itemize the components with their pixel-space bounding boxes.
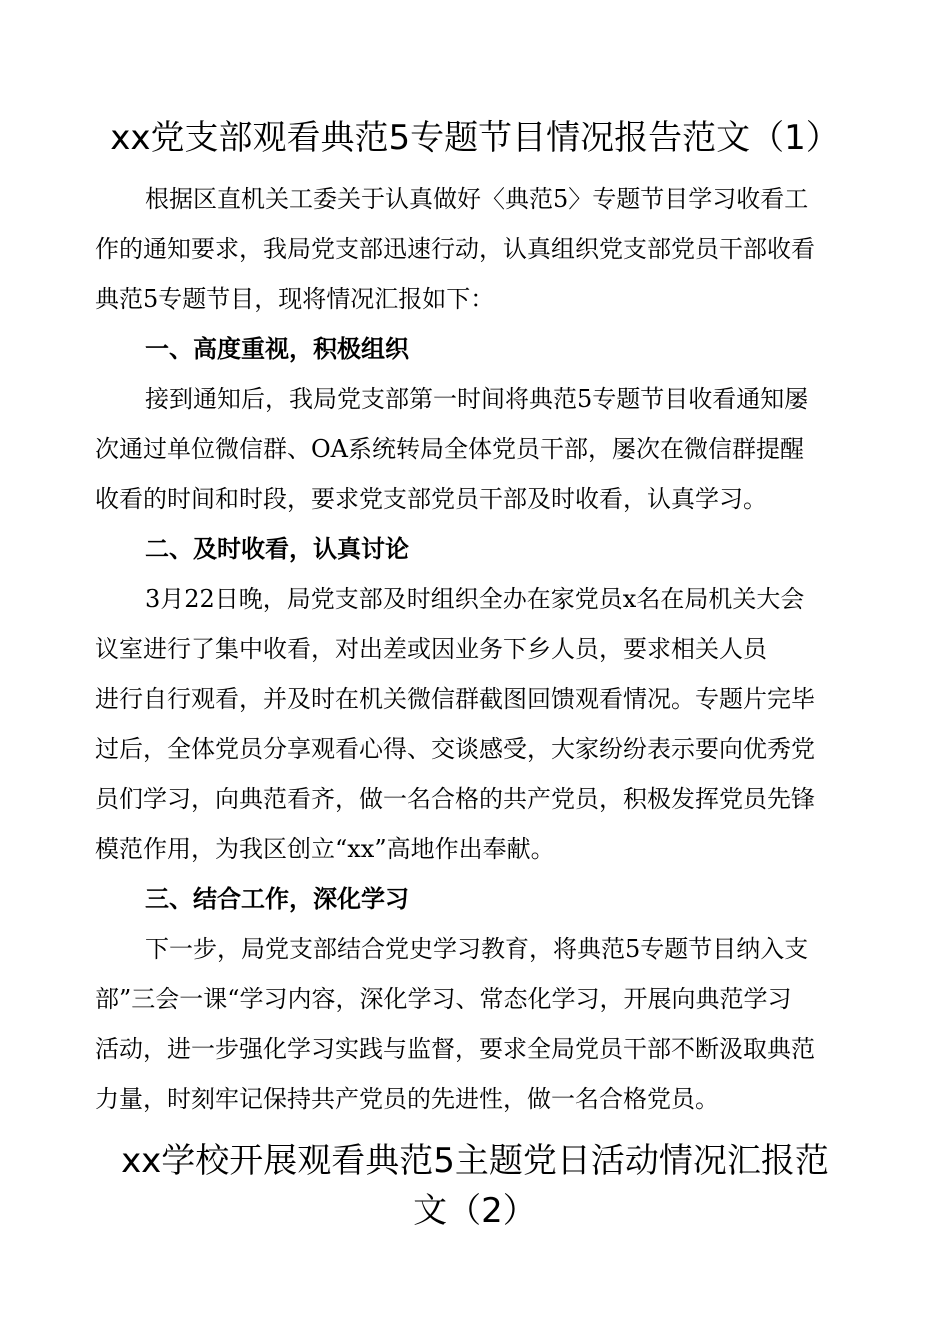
- section2-line-4: 过后，全体党员分享观看心得、交谈感受，大家纷纷表示要向优秀党: [95, 735, 815, 763]
- section-heading-2: 二、及时收看，认真讨论: [145, 535, 409, 563]
- section1-line-2: 次通过单位微信群、OA系统转局全体党员干部，屡次在微信群提醒: [95, 435, 805, 463]
- intro-line-1: 根据区直机关工委关于认真做好〈典范5〉专题节目学习收看工: [145, 185, 809, 213]
- section3-line-4: 力量，时刻牢记保持共产党员的先进性，做一名合格党员。: [95, 1085, 719, 1113]
- document-title-2-line-2: 文（2）: [413, 1191, 537, 1231]
- section-heading-1: 一、高度重视，积极组织: [145, 335, 409, 363]
- section1-line-3: 收看的时间和时段，要求党支部党员干部及时收看，认真学习。: [95, 485, 767, 513]
- section2-line-6: 模范作用，为我区创立“xx”高地作出奉献。: [95, 835, 555, 863]
- section2-line-2: 议室进行了集中收看，对出差或因业务下乡人员，要求相关人员: [95, 635, 767, 663]
- section2-line-1: 3月22日晚，局党支部及时组织全办在家党员x名在局机关大会: [145, 585, 805, 613]
- document-title-1: xx党支部观看典范5专题节目情况报告范文（1）: [110, 118, 840, 158]
- section2-line-5: 员们学习，向典范看齐，做一名合格的共产党员，积极发挥党员先锋: [95, 785, 815, 813]
- section3-line-3: 活动，进一步强化学习实践与监督，要求全局党员干部不断汲取典范: [95, 1035, 815, 1063]
- section3-line-1: 下一步，局党支部结合党史学习教育，将典范5专题节目纳入支: [145, 935, 809, 963]
- intro-line-2: 作的通知要求，我局党支部迅速行动，认真组织党支部党员干部收看: [95, 235, 815, 263]
- section-heading-3: 三、结合工作，深化学习: [145, 885, 409, 913]
- section1-line-1: 接到通知后，我局党支部第一时间将典范5专题节目收看通知屡: [145, 385, 809, 413]
- section2-line-3: 进行自行观看，并及时在机关微信群截图回馈观看情况。专题片完毕: [95, 685, 815, 713]
- document-title-2-line-1: xx学校开展观看典范5主题党日活动情况汇报范: [121, 1141, 829, 1181]
- intro-line-3: 典范5专题节目，现将情况汇报如下：: [95, 285, 495, 313]
- section3-line-2: 部”三会一课“学习内容，深化学习、常态化学习，开展向典范学习: [95, 985, 792, 1013]
